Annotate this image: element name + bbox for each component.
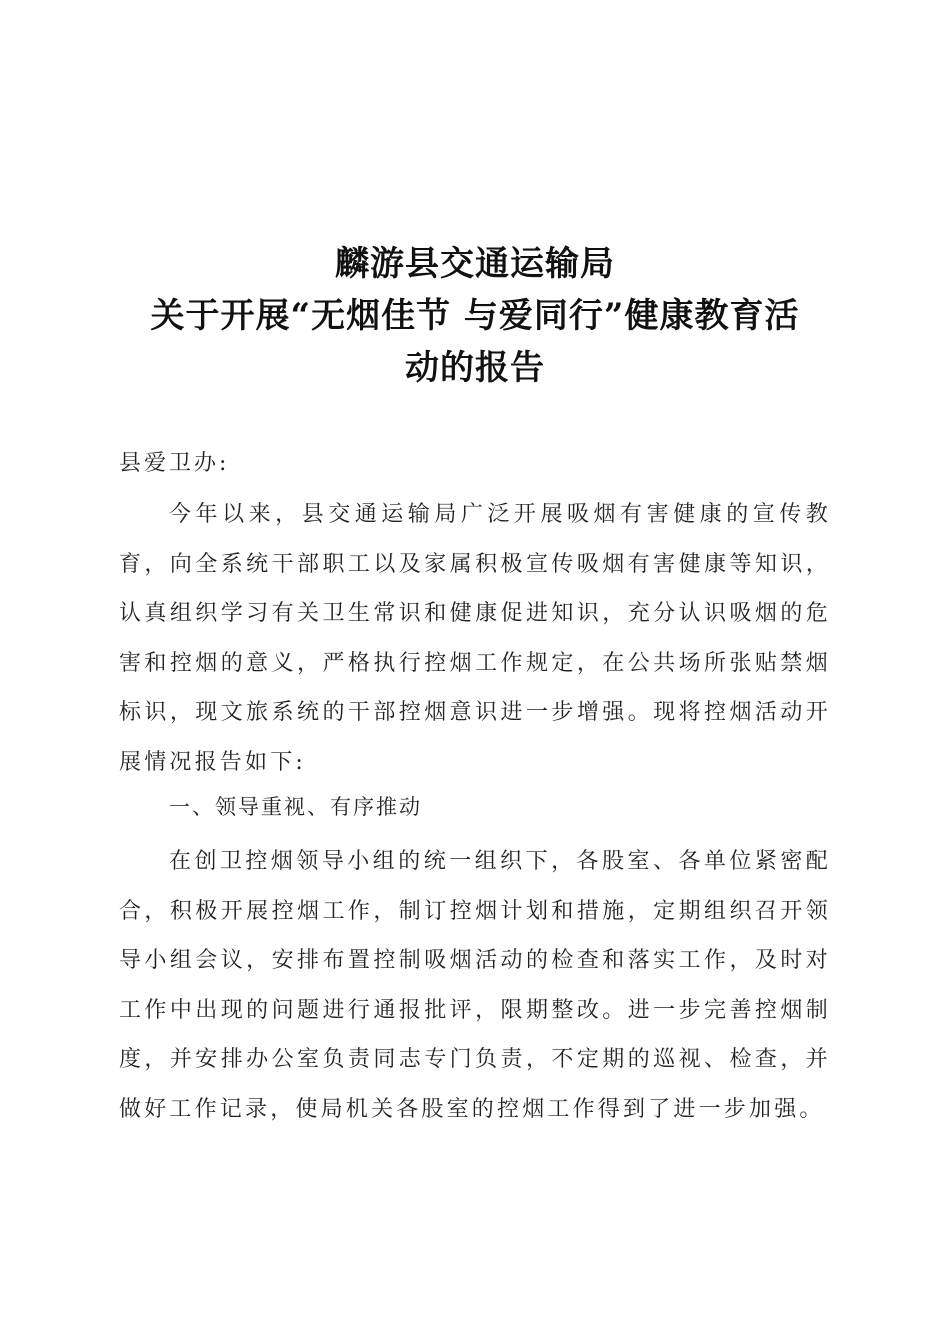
section-heading-1: 一、领导重视、有序推动	[169, 795, 422, 819]
salutation: 县爱卫办:	[119, 451, 230, 476]
title-line-2: 关于开展“无烟佳节 与爱同行”健康教育活	[150, 296, 800, 336]
paragraph-section-1: 在创卫控烟领导小组的统一组织下，各股室、各单位紧密配合，积极开展控烟工作，制订控烟计划和措施，定期组织召开领导小组会议，安排布置控制吸烟活动的检查和落实工作，及时对工作中出现的问题进行通报批评，限期整改。进一步完善控烟制度，并安排办公室负责同志专门负责，不定期的巡视、检查，并做好工作记录，使局机关各股室的控烟工作得到了进一步加强。	[119, 849, 831, 1122]
title-line-3: 动的报告	[405, 348, 545, 388]
document-title	[100, 238, 850, 394]
title-line-1: 麟游县交通运输局	[335, 244, 615, 284]
paragraph-intro: 今年以来，县交通运输局广泛开展吸烟有害健康的宣传教育，向全系统干部职工以及家属积极宣传吸烟有害健康等知识，认真组织学习有关卫生常识和健康促进知识，充分认识吸烟的危害和控烟的意义，严格执行控烟工作规定，在公共场所张贴禁烟标识，现文旅系统的干部控烟意识进一步增强。现将控烟活动开展情况报告如下:	[119, 502, 831, 775]
